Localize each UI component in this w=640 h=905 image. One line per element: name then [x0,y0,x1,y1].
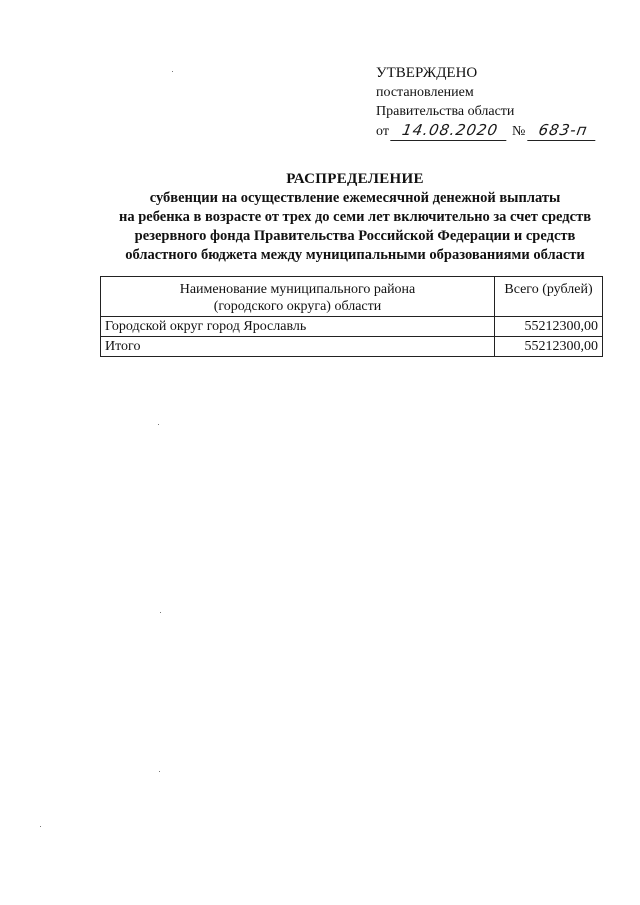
header-name-line-1: Наименование муниципального района [179,282,416,297]
handwritten-date: 14.08.2020 [391,121,511,141]
approval-date-line [376,121,616,141]
table-header-row [101,277,603,317]
scan-speck [160,612,161,613]
number-prefix: № [511,124,526,139]
header-total: Всего (рублей) [495,277,603,317]
scan-speck [159,771,160,772]
distribution-table [100,276,603,357]
heading-line-1: субвенции на осуществление ежемесячной денежной выплаты [149,190,561,206]
header-name [101,277,495,317]
approval-line-1: постановлением [376,85,474,100]
scan-speck [172,71,173,72]
date-prefix: от [376,124,389,139]
row-total: 55212300,00 [495,337,603,357]
row-name: Городской округ город Ярославль [101,317,495,337]
approval-line-2: Правительства области [376,104,515,119]
table-row [101,317,603,337]
approval-title: УТВЕРЖДЕНО [376,65,478,81]
heading-line-2: на ребенка в возрасте от трех до семи лет включительно за счет средств [118,209,592,225]
approval-block [376,64,616,141]
row-total: 55212300,00 [495,317,603,337]
scan-speck [40,826,41,827]
handwritten-number: 683-п [527,121,599,141]
row-name: Итого [101,337,495,357]
heading-main: РАСПРЕДЕЛЕНИЕ [286,171,424,187]
heading-line-3: резервного фонда Правительства Российской Федерации и средств [134,228,576,244]
heading-line-4: областного бюджета между муниципальными образованиями области [125,247,585,263]
document-heading [60,170,640,265]
table-row-total [101,337,603,357]
header-name-line-2: (городского округа) области [213,299,382,314]
scan-speck [158,424,159,425]
